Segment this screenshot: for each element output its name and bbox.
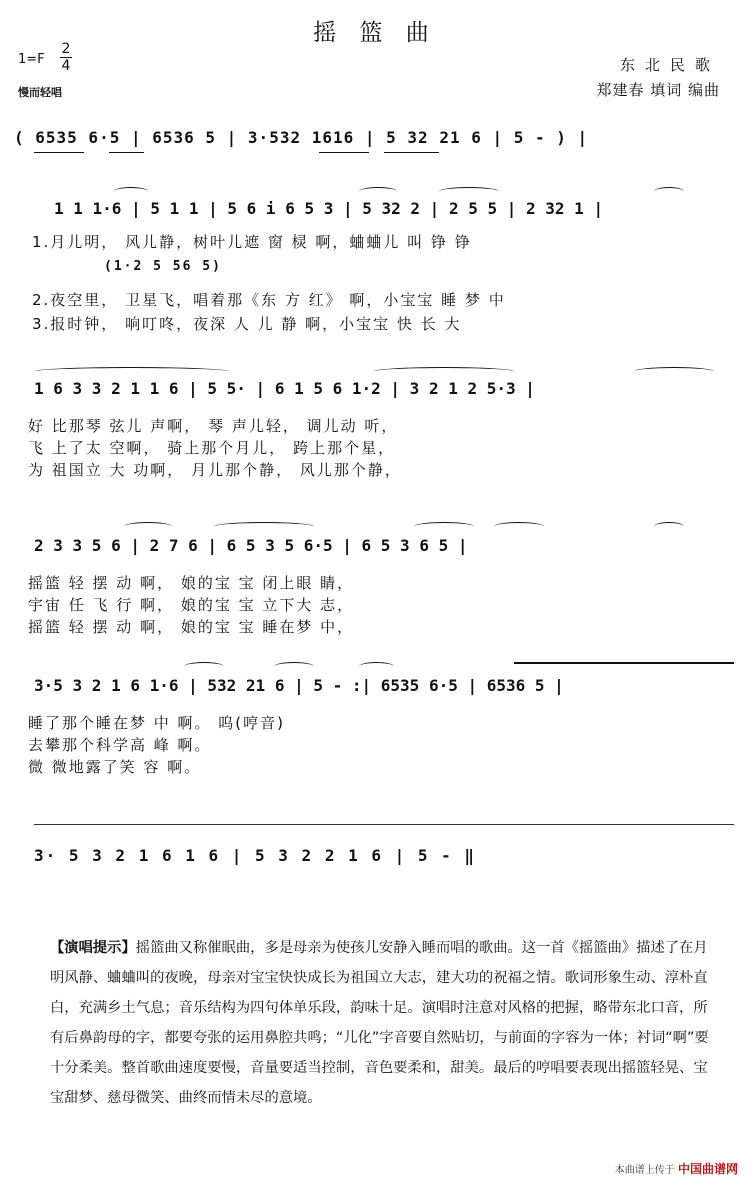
beam-line [34, 152, 84, 153]
slur-mark [414, 522, 474, 531]
slur-mark [439, 187, 499, 196]
slur-mark [214, 522, 314, 531]
tempo-marking: 慢而轻唱 [18, 86, 62, 99]
song-origin: 东北民歌 [619, 56, 720, 74]
lyric-verse-1: 好 比那琴 弦儿 声啊， 琴 声儿轻， 调儿动 听， [28, 417, 399, 435]
lyric-verse-1: 摇篮 轻 摆 动 啊， 娘的宝 宝 闭上眼 睛， [28, 574, 355, 592]
lyric-interlude: (1·2 5 56 5) [104, 259, 222, 274]
slur-mark [494, 522, 544, 531]
beam-line [319, 152, 369, 153]
score-system-6 [14, 820, 736, 880]
tips-label: 【演唱提示】 [50, 940, 136, 956]
score-system-4 [14, 520, 736, 640]
score-system-2 [14, 185, 736, 340]
lyric-verse-2: 宇宙 任 飞 行 啊， 娘的宝 宝 立下大 志， [28, 596, 355, 614]
song-credits: 郑建春 填词 编曲 [596, 81, 720, 99]
footer [615, 1160, 738, 1177]
time-signature [60, 41, 72, 74]
volta-line [34, 824, 734, 825]
time-signature-top: 2 [61, 41, 71, 57]
slur-mark [359, 187, 397, 196]
lyric-verse-3: 微 微地露了笑 容 啊。 [28, 758, 202, 776]
slur-mark [374, 367, 514, 376]
score-system-1 [14, 118, 736, 168]
song-title: 摇 篮 曲 [313, 20, 437, 46]
upload-note: 本曲谱上传于 [614, 1165, 675, 1176]
lyric-verse-3: 3.报时钟， 响叮咚，夜深 人 儿 静 啊，小宝宝 快 长 大 [32, 315, 462, 333]
slur-mark [184, 662, 224, 671]
site-logo: 中国曲谱网 [677, 1162, 738, 1176]
performance-tips [50, 933, 720, 1113]
slur-mark [114, 187, 148, 196]
notation-line: 1 6 3 3 2 1 1 6 | 5 5· | 6 1 5 6 1·2 | 3 2 1 2 5·3 | [34, 379, 535, 398]
notation-line: 1 1 1·6 | 5 1 1 | 5 6 i 6 5 3 | 5 32 2 | 2 5 5 | 2 32 1 | [54, 199, 604, 218]
lyric-verse-2: 飞 上了太 空啊， 骑上那个月儿， 跨上那个星， [28, 439, 396, 457]
key-signature: 1=F [18, 52, 45, 67]
slur-mark [34, 367, 229, 376]
notation-line: 2 3 3 5 6 | 2 7 6 | 6 5 3 5 6·5 | 6 5 3 6 5 | [34, 536, 468, 555]
tips-text: 摇篮曲又称催眠曲，多是母亲为使孩儿安静入睡而唱的歌曲。这一首《摇篮曲》描述了在月明风静、蛐蛐叫的夜晚，母亲对宝宝快快成长为祖国立大志，建大功的祝福之情。歌词形象生动、淳朴直白，充满乡土气息；音乐结构为四句体单乐段，韵味十足。演唱时注意对风格的把握，略带东北口音，所有后鼻韵母的字，都要夸张的运用鼻腔共鸣；“儿化”字音要自然贴切，与前面的字容为一体；衬词“啊”要十分柔美。整首歌曲速度要慢，音量要适当控制，音色要柔和，甜美。最后的哼唱要表现出摇篮轻晃、宝宝甜梦、慈母微笑、曲终而情未尽的意境。 [50, 940, 709, 1106]
beam-line [109, 152, 144, 153]
notation-line: 3·5 3 2 1 6 1·6 | 532 21 6 | 5 - :| 6535 6·5 | 6536 5 | [34, 676, 564, 695]
slur-mark [274, 662, 314, 671]
slur-mark [654, 522, 684, 531]
lyric-verse-3: 为 祖国立 大 功啊， 月儿那个静， 风儿那个静， [28, 461, 402, 479]
score-system-5 [14, 660, 736, 780]
beam-line [384, 152, 439, 153]
score-system-3 [14, 365, 736, 485]
lyric-verse-2: 2.夜空里， 卫星飞，唱着那《东 方 红》 啊，小宝宝 睡 梦 中 [32, 291, 506, 309]
notation-line: 3· 5 3 2 1 6 1 6 | 5 3 2 2 1 6 | 5 - ‖ [34, 846, 477, 865]
lyric-verse-1: 1.月儿明， 风儿静，树叶儿遮 窗 棂 啊，蛐蛐儿 叫 铮 铮 [32, 233, 472, 251]
slur-mark [654, 187, 684, 196]
notation-line: ( 6535 6·5 | 6536 5 | 3·532 1616 | 5 32 21 6 | 5 - ) | [14, 128, 589, 147]
repeat-bracket [514, 662, 734, 664]
slur-mark [634, 367, 714, 376]
slur-mark [359, 662, 394, 671]
time-signature-bottom: 4 [61, 58, 71, 74]
lyric-verse-3: 摇篮 轻 摆 动 啊， 娘的宝 宝 睡在梦 中， [28, 618, 355, 636]
slur-mark [124, 522, 172, 531]
lyric-verse-1: 睡了那个睡在梦 中 啊。 呜(哼音) [28, 714, 286, 732]
lyric-verse-2: 去攀那个科学高 峰 啊。 [28, 736, 212, 754]
